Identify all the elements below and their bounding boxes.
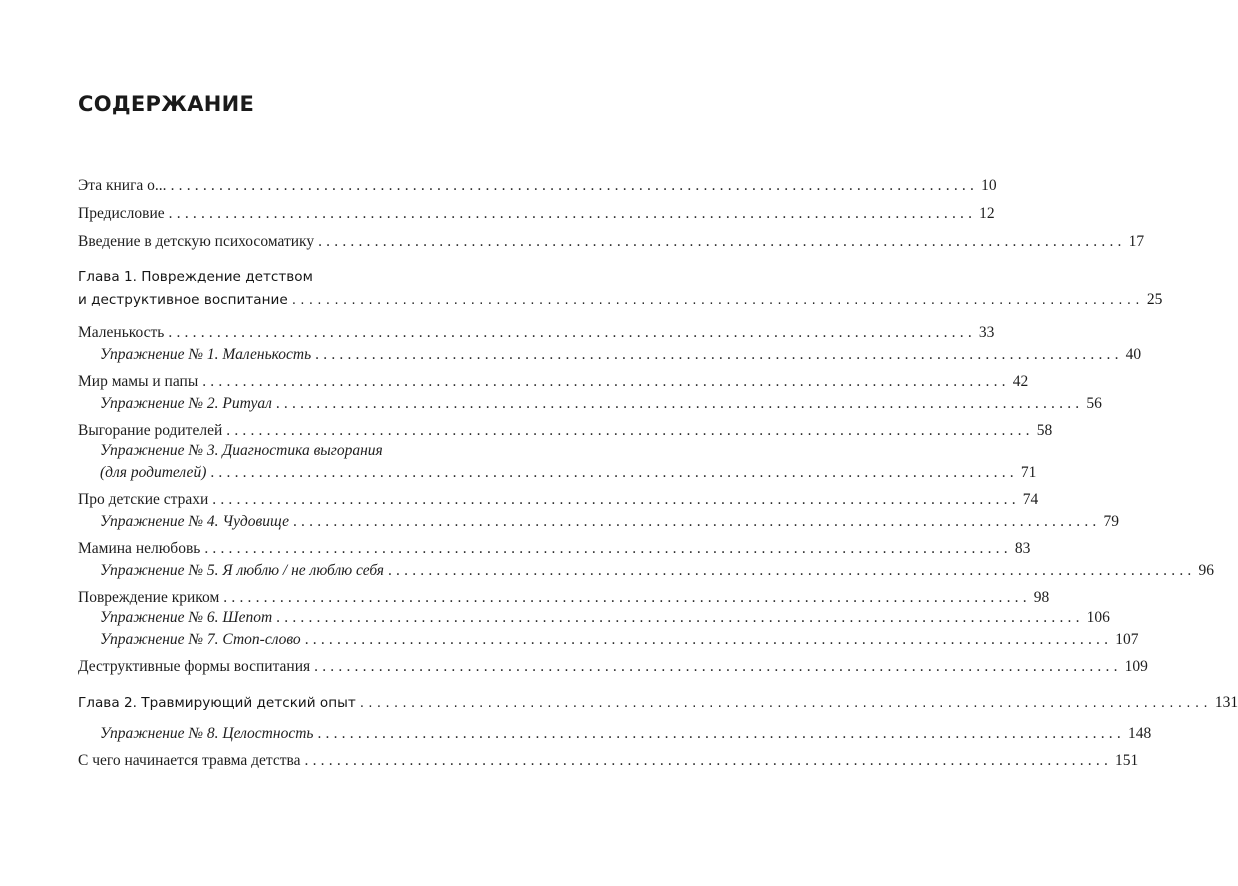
toc-entry-label: Упражнение № 8. Целостность (100, 725, 314, 742)
dot-leader: .................................................................................................... (223, 589, 1031, 606)
toc-page-number: 98 (1033, 589, 1050, 606)
toc-entry-label: Упражнение № 2. Ритуал (100, 395, 272, 412)
toc-page-number: 71 (1020, 464, 1037, 481)
dot-leader: .................................................................................................... (317, 725, 1125, 742)
toc-page-number: 106 (1086, 609, 1110, 626)
toc-entry-chapter-2 (78, 692, 1238, 714)
toc-page-number: 151 (1115, 752, 1139, 769)
toc-entry-childhood-fears (78, 489, 1039, 511)
toc-chapter-1-title-line: Глава 1. Повреждение детством (78, 269, 313, 285)
toc-page-number: 74 (1022, 491, 1039, 508)
toc-page-number: 148 (1127, 725, 1152, 742)
toc-entry-exercise-7 (100, 629, 1139, 651)
toc-entry-label: Упражнение № 6. Шепот (100, 609, 273, 626)
toc-entry-label: Предисловие (78, 205, 165, 222)
dot-leader: .................................................................................................... (291, 292, 1144, 308)
toc-page-number: 96 (1198, 562, 1214, 579)
toc-entry-label: Мамина нелюбовь (78, 540, 201, 557)
toc-page-number: 25 (1146, 291, 1163, 308)
toc-entry-exercise-6 (100, 607, 1110, 629)
dot-leader: .................................................................................................... (304, 752, 1113, 769)
toc-page-number: 109 (1124, 658, 1148, 675)
toc-entry-label: (для родителей) (100, 464, 207, 481)
dot-leader: .................................................................................................... (168, 324, 976, 341)
toc-entry-childhood-trauma-start (78, 750, 1139, 772)
toc-entry-label: Упражнение № 4. Чудовище (100, 513, 289, 530)
dot-leader: .................................................................................................... (226, 422, 1034, 439)
toc-page-number: 10 (981, 177, 997, 194)
dot-leader: .................................................................................................... (304, 631, 1113, 648)
toc-entry-label: Выгорание родителей (78, 422, 223, 439)
dot-leader: .................................................................................................... (315, 346, 1123, 363)
toc-entry-exercise-8 (100, 723, 1152, 745)
toc-entry-label: Упражнение № 1. Маленькость (100, 346, 312, 363)
toc-page-number: 40 (1125, 346, 1142, 363)
toc-entry-this-book (78, 175, 997, 197)
toc-entry-parent-burnout (78, 420, 1053, 442)
toc-entry-label: Глава 2. Травмирующий детский опыт (78, 695, 356, 711)
toc-entry-exercise-1 (100, 344, 1142, 366)
toc-entry-exercise-3 (100, 462, 1037, 484)
toc-entry-exercise-4 (100, 511, 1119, 533)
contents-title: СОДЕРЖАНИЕ (78, 92, 255, 116)
toc-page-number: 58 (1036, 422, 1053, 439)
dot-leader: .................................................................................................... (204, 540, 1012, 557)
toc-page-number: 83 (1014, 540, 1031, 557)
toc-page-number: 79 (1103, 513, 1119, 530)
toc-page-number: 42 (1012, 373, 1029, 390)
dot-leader: .................................................................................................... (318, 233, 1126, 250)
dot-leader: .................................................................................................... (276, 609, 1084, 626)
dot-leader: .................................................................................................... (212, 491, 1020, 508)
dot-leader: .................................................................................................... (210, 464, 1018, 481)
toc-entry-mom-dad-world (78, 371, 1029, 393)
toc-entry-label: Повреждение криком (78, 589, 220, 606)
toc-entry-chapter-1 (78, 289, 1163, 311)
dot-leader: .................................................................................................... (168, 205, 977, 222)
dot-leader: .................................................................................................... (314, 658, 1122, 675)
toc-entry-label: Эта книга о... (78, 177, 167, 194)
dot-leader: .................................................................................................... (387, 562, 1196, 579)
toc-entry-label: Введение в детскую психосоматику (78, 233, 315, 250)
toc-page-number: 12 (979, 205, 995, 222)
toc-entry-label: Мир мамы и папы (78, 373, 199, 390)
toc-entry-mothers-unlove (78, 538, 1031, 560)
toc-page-number: 33 (978, 324, 995, 341)
toc-entry-label: Про детские страхи (78, 491, 209, 508)
toc-entry-introduction (78, 231, 1145, 253)
dot-leader: .................................................................................................... (359, 695, 1212, 711)
dot-leader: .................................................................................................... (275, 395, 1084, 412)
toc-page-number: 131 (1214, 694, 1238, 711)
toc-entry-label: Маленькость (78, 324, 165, 341)
toc-page-number: 17 (1128, 233, 1145, 250)
dot-leader: .................................................................................................... (170, 177, 979, 194)
toc-entry-label: и деструктивное воспитание (78, 292, 288, 308)
toc-page-number: 56 (1086, 395, 1102, 412)
toc-entry-foreword (78, 203, 995, 225)
toc-entry-label: С чего начинается травма детства (78, 752, 301, 769)
toc-entry-label: Упражнение № 7. Стоп-слово (100, 631, 301, 648)
toc-exercise-3-title-line: Упражнение № 3. Диагностика выгорания (100, 442, 383, 459)
dot-leader: .................................................................................................... (202, 373, 1010, 390)
toc-entry-smallness (78, 322, 995, 344)
toc-entry-label: Упражнение № 5. Я люблю / не люблю себя (100, 562, 384, 579)
toc-entry-exercise-5 (100, 560, 1214, 582)
dot-leader: .................................................................................................... (292, 513, 1101, 530)
toc-entry-exercise-2 (100, 393, 1102, 415)
toc-entry-label: Деструктивные формы воспитания (78, 658, 311, 675)
toc-entry-destructive-upbringing (78, 656, 1148, 678)
toc-page-number: 107 (1115, 631, 1139, 648)
toc-entry-damage-by-shouting (78, 587, 1050, 609)
